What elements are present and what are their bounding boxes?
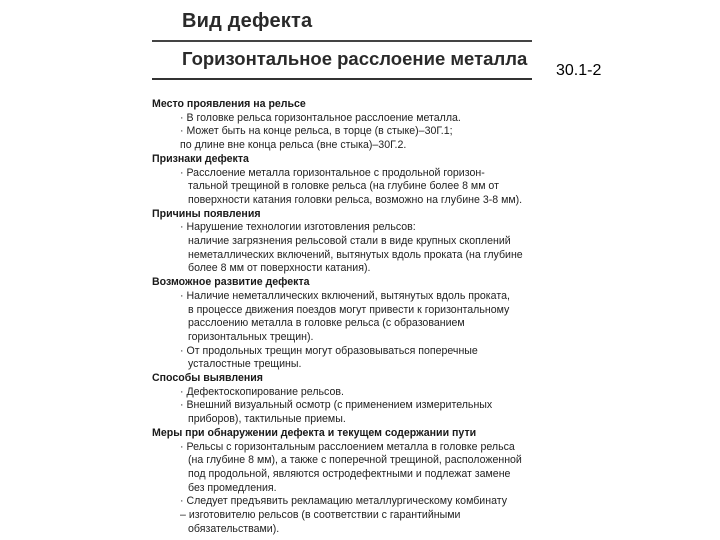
section-heading: Меры при обнаружении дефекта и текущем содержании пути [152, 426, 477, 439]
section-text-line: · Дефектоскопирование рельсов. [180, 385, 344, 398]
section-text-line: · От продольных трещин могут образовываться поперечные [180, 344, 478, 357]
section-text-line: · Следует предъявить рекламацию металлургическому комбинату [180, 495, 507, 508]
section-text-line: в процессе движения поездов могут привести к горизонтальному [188, 303, 510, 316]
section-text-line: · Внешний визуальный осмотр (с применением измерительных [180, 399, 493, 412]
section-text-line: без промедления. [188, 481, 277, 494]
section-text-line: более 8 мм от поверхности катания). [188, 262, 371, 275]
section-text-line: · Рельсы с горизонтальным расслоением металла в головке рельса [180, 440, 515, 453]
section-text-line: · Расслоение металла горизонтальное с продольной горизон- [180, 166, 485, 179]
section-text-line: по длине вне конца рельса (вне стыка)–30Г.2. [180, 139, 407, 152]
section-text-line: расслоению металла в головке рельса (с образованием [188, 317, 465, 330]
section-text-line: · Наличие неметаллических включений, вытянутых вдоль проката, [180, 289, 510, 302]
section-text-line: поверхности катания головки рельса, возможно на глубине 3-8 мм). [188, 193, 523, 206]
section-text-line: (на глубине 8 мм), а также с поперечной трещиной, расположенной [188, 454, 522, 467]
section-text-line: приборов), тактильные приемы. [188, 413, 346, 426]
defect-description [152, 98, 534, 537]
section-text-line: тальной трещиной в головке рельса (на глубине более 8 мм от [188, 180, 499, 193]
section-heading: Причины появления [152, 207, 261, 220]
section-text-line: обязательствами). [188, 522, 280, 535]
section-text-line: · Нарушение технологии изготовления рельсов: [180, 221, 416, 234]
section-heading: Место проявления на рельсе [152, 98, 306, 110]
defect-code: 30.1-2 [556, 62, 602, 79]
section-heading: Признаки дефекта [152, 152, 249, 165]
section-heading: Способы выявления [152, 372, 263, 385]
section-text-line: под продольной, являются остродефектными и подлежат замене [188, 467, 511, 480]
defect-name-heading: Горизонтальное расслоение металла [182, 48, 528, 69]
defect-type-title: Вид дефекта [182, 10, 313, 32]
title-divider [152, 40, 532, 42]
section-text-line: · Может быть на конце рельса, в торце (в стыке)–30Г.1; [180, 125, 453, 138]
section-text-line: усталостные трещины. [188, 358, 302, 371]
section-text-line: наличие загрязнения рельсовой стали в виде крупных скоплений [188, 235, 511, 248]
subtitle-divider [152, 78, 532, 80]
section-heading: Возможное развитие дефекта [152, 276, 310, 289]
section-text-line: горизонтальных трещин). [188, 330, 314, 343]
section-text-line: – изготовителю рельсов (в соответствии с гарантийными [180, 509, 461, 522]
section-text-line: неметаллических включений, вытянутых вдоль проката (на глубине [188, 248, 523, 261]
section-text-line: · В головке рельса горизонтальное расслоение металла. [180, 111, 461, 124]
